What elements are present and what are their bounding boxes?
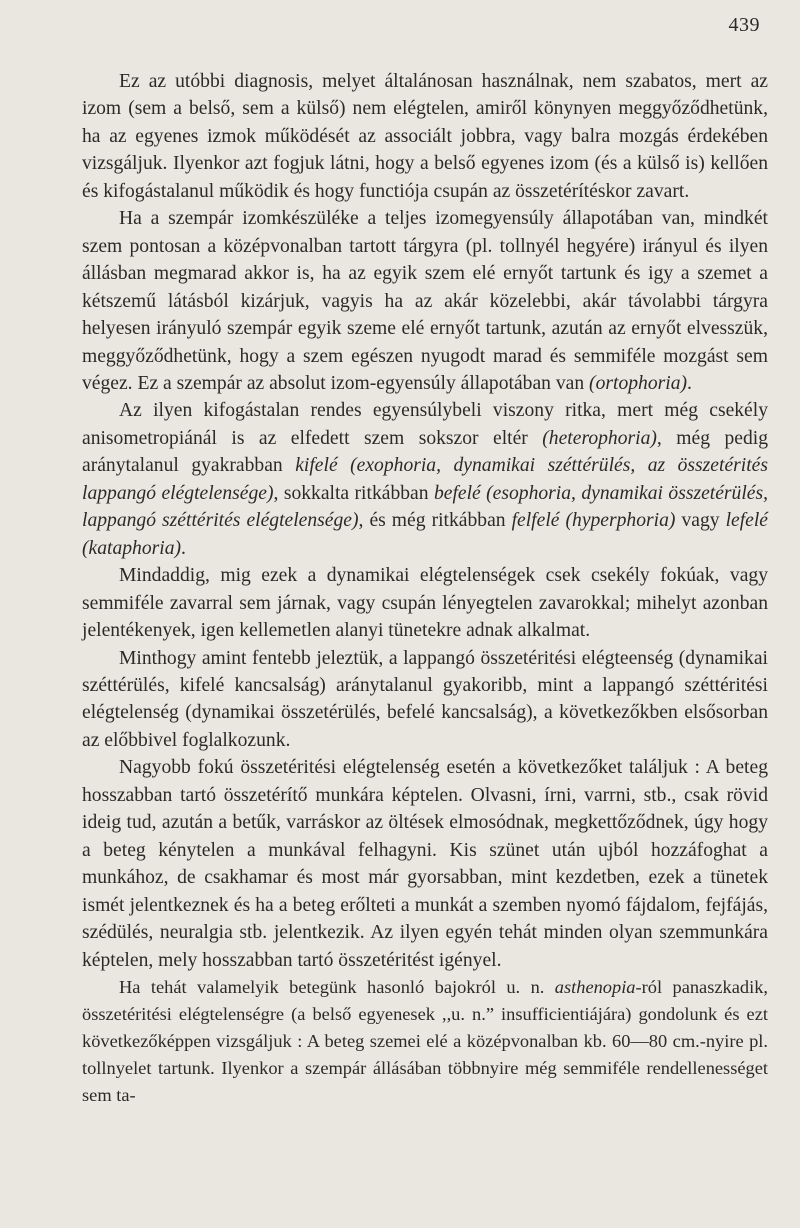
text-run: . [687, 372, 692, 394]
text-run: vagy [675, 510, 726, 532]
text-run: Mindaddig, mig ezek a dynamikai elégtelenségek csek csekély fokúak, vagy semmiféle zavarral sem járnak, vagy csupán lényegtelen zavarokkal; mihelyt azonban jelentékenyek, igen kellemetlen alanyi tünetekre adnak alkalmat. [82, 565, 768, 642]
paragraph [82, 754, 768, 974]
italic-term: lefelé (kataphoria) [82, 510, 768, 559]
text-run: Az ilyen kifogástalan rendes egyensúlybeli viszony ritka, mert még csekély anisometropiánál is az elfedett szem sokszor eltér [82, 400, 768, 449]
paragraph [82, 397, 768, 562]
text-run: , sokkalta ritkábban [273, 482, 434, 504]
text-run: . [181, 537, 186, 559]
text-run: Nagyobb fokú összetéritési elégtelenség esetén a következőket találjuk : A beteg hosszabban tartó összetérítő munkára képtelen. Olvasni, írni, varrni, stb., csak rövid ideig tud, azután a betűk, varráskor az öltések elmosódnak, megkettőződnek, úgy hogy a beteg kénytelen a munkával felhagyni. Kis szünet után ujból hozzáfoghat a munkához, de csakhamar és most már gyorsabban, mint kezdetben, ezek a tünetek ismét jelentkeznek és ha a beteg erőlteti a munkát a szemben nyomó fájdalom, fejfájás, szédülés, neuralgia stb. jelentkezik. Az ilyen egyén tehát minden olyan szemmunkára képtelen, mely hosszabban tartó összetéritést igényel. [82, 757, 768, 971]
italic-term: asthenopia [554, 976, 636, 997]
italic-term: kifelé (exophoria, dynamikai széttérülés, az összetérités lappangó elégtelensége) [82, 455, 768, 504]
paragraph [82, 645, 768, 755]
paragraph [82, 205, 768, 397]
italic-term: (ortophoria) [589, 372, 688, 394]
paragraph [82, 562, 768, 644]
text-run: , és még ritkábban [358, 510, 512, 532]
text-run: Ha tehát valamelyik betegünk hasonló bajokról u. n. [119, 976, 555, 997]
paragraph [82, 974, 768, 1109]
italic-term: (heterophoria) [542, 427, 657, 449]
text-run: Ha a szempár izomkészüléke a teljes izomegyensúly állapotában van, mindkét szem pontosan a középvonalban tartott tárgyra (pl. tollnyél hegyére) irányul és ilyen állásban megmarad akkor is, ha az egyik szem elé ernyőt tartunk és igy a szemet a kétszemű látásból kizárjuk, vagyis ha az akár közelebbi, akár távolabbi tárgyra helyesen irányuló szempár egyik szeme elé ernyőt tartunk, azután az ernyőt elvesszük, meggyőződhetünk, hogy a szem egészen nyugodt marad és semmiféle mozgást sem végez. Ez a szempár az absolut izom-egyensúly állapotában van [82, 208, 768, 394]
body-text [82, 68, 768, 1108]
paragraph [82, 68, 768, 205]
italic-term: felfelé (hyperphoria) [511, 510, 676, 532]
text-run: Minthogy amint fentebb jeleztük, a lappangó összetéritési elégteenség (dynamikai széttérülés, kifelé kancsalság) aránytalanul gyakoribb, mint a lappangó széttéritési elégtelenség (dynamikai összetérülés, befelé kancsalság), a következőkben elsősorban az előbbivel foglalkozunk. [82, 647, 768, 751]
page-number: 439 [728, 14, 760, 36]
text-run: Ez az utóbbi diagnosis, melyet általánosan használnak, nem szabatos, mert az izom (sem a belső, sem a külső) nem elégtelen, amiről könynyen meggyőződhetünk, ha az egyenes izmok működését az associált jobbra, vagy balra mozgás érdekében vizsgáljuk. Ilyenkor azt fogjuk látni, hogy a belső egyenes izom (és a külső is) kellően és kifogástalanul működik és hogy functiója csupán az összetérítéskor zavart. [82, 71, 768, 202]
italic-term: befelé (esophoria, dynamikai összetérülés, lappangó széttérités elégtelensége) [82, 482, 768, 532]
text-run: -ról panaszkadik, összetéritési elégtelenségre (a belső egyenesek ,,u. n.” insufficientiájára) gondolunk és ezt következőképpen vizsgáljuk : A beteg szemei elé a középvonalban kb. 60—80 cm.-nyire pl. tollnyelet tartunk. Ilyenkor a szempár állásában többnyire még semmiféle rendellenességet sem ta- [82, 976, 768, 1105]
text-run: , még pedig aránytalanul gyakrabban [82, 427, 769, 477]
